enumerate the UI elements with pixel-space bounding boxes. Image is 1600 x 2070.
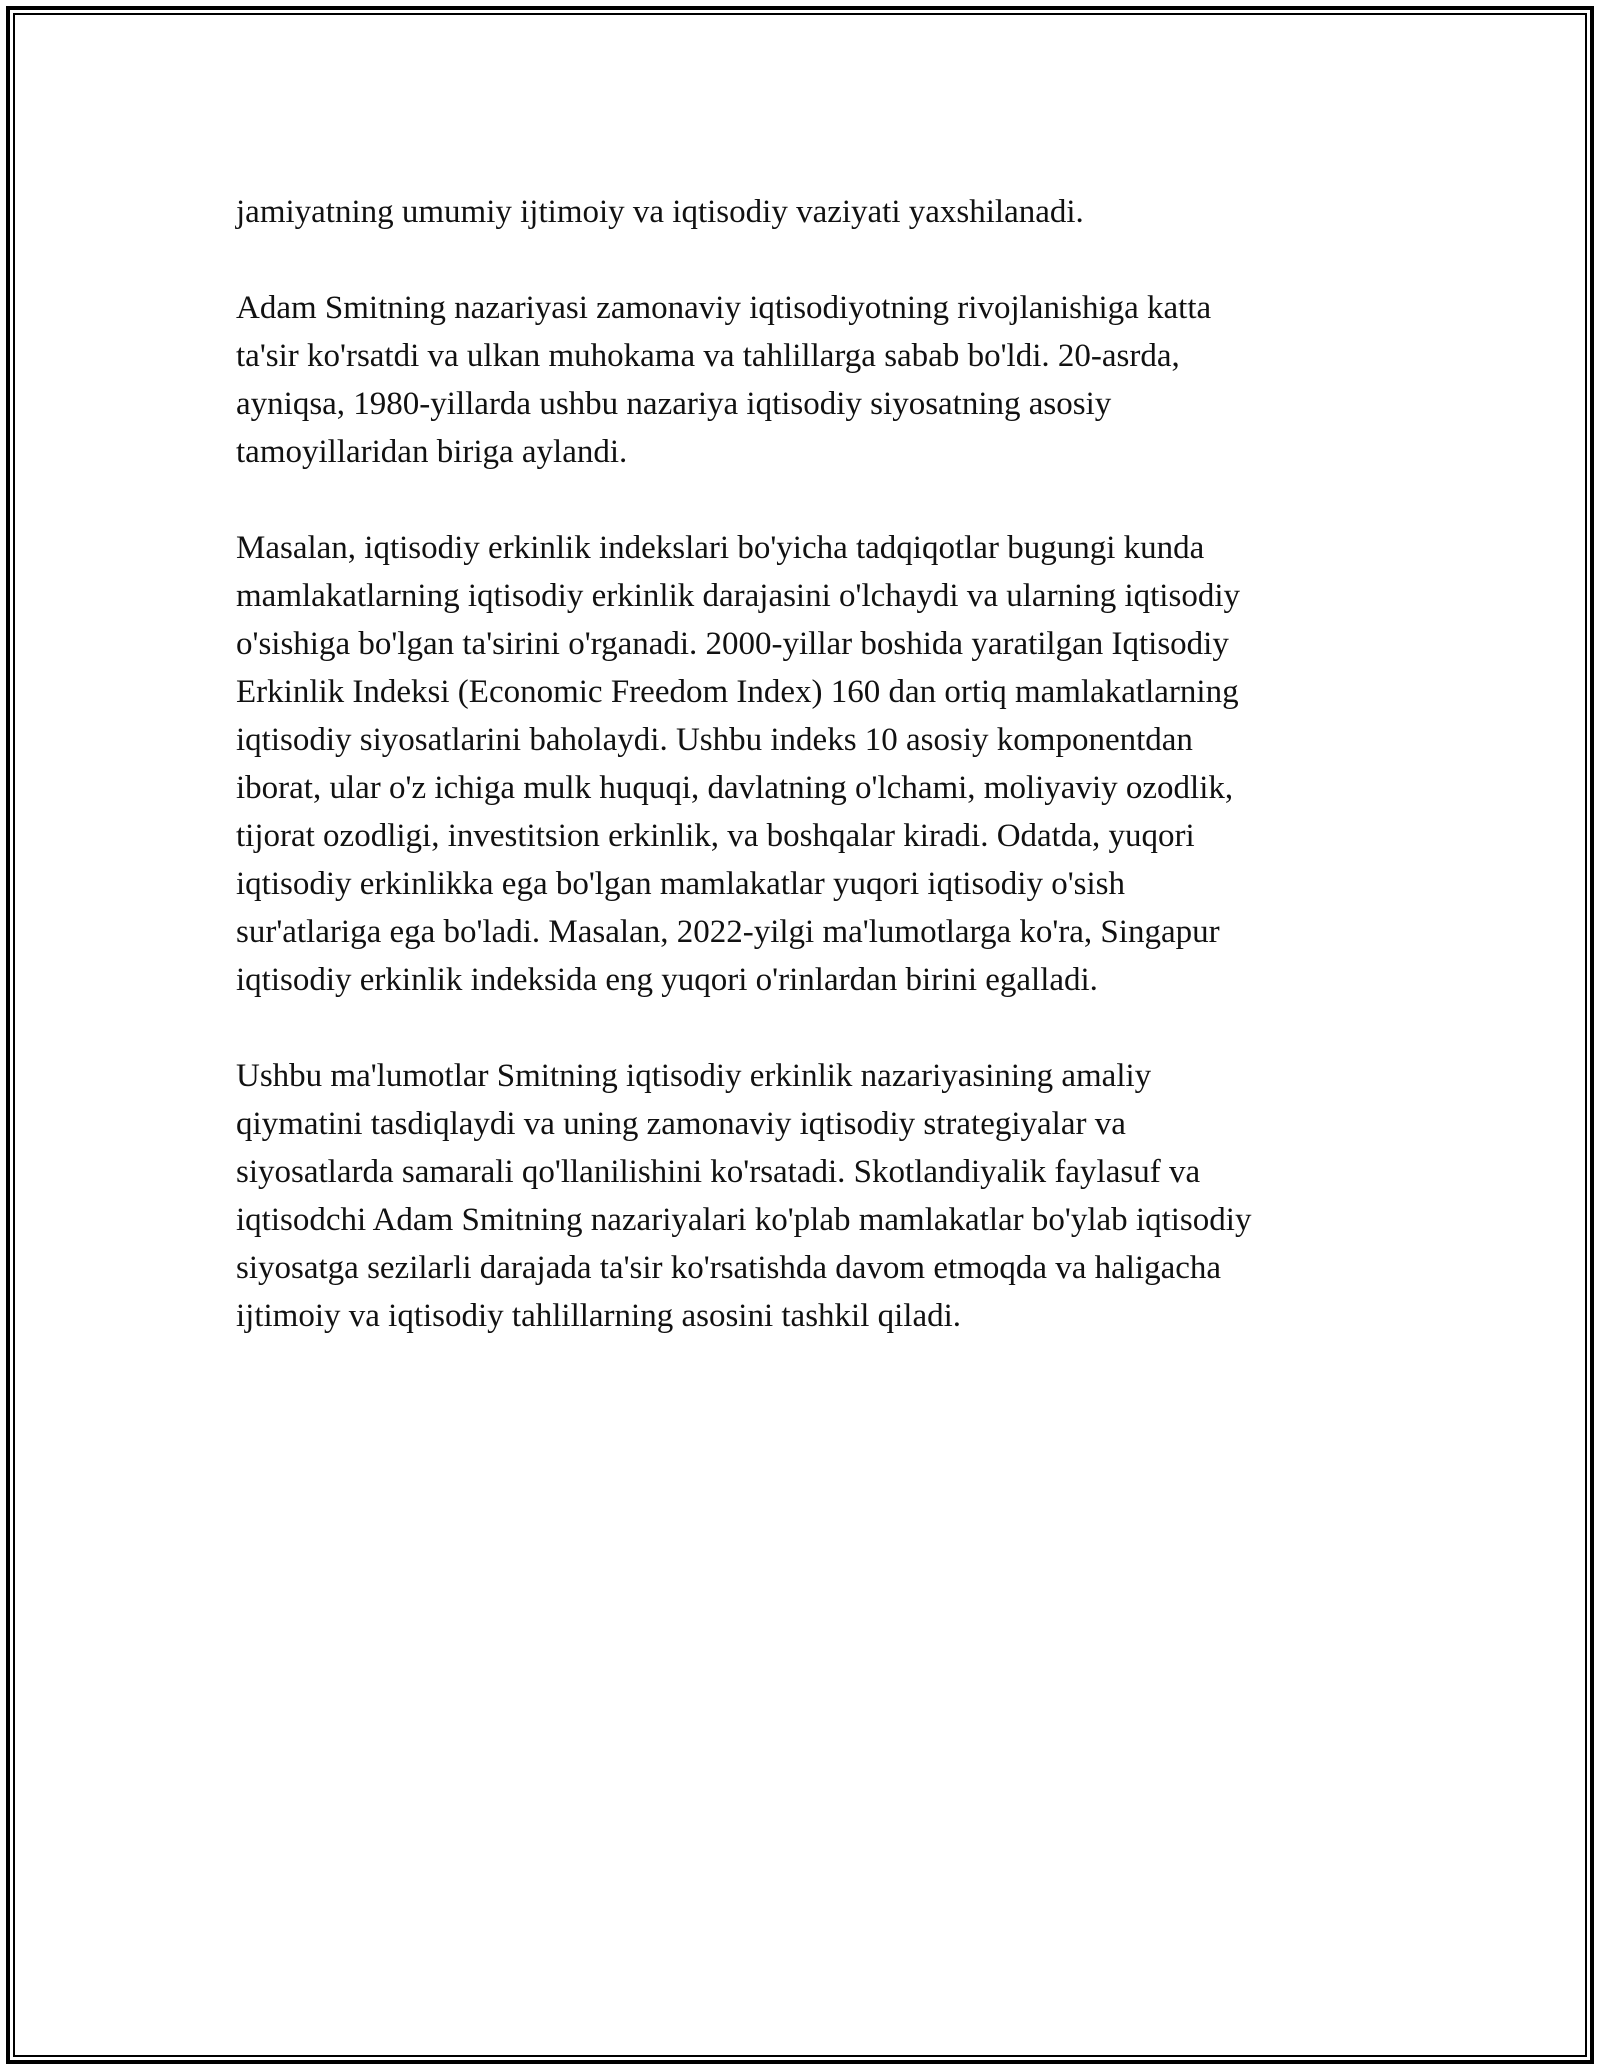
paragraph-3 [236, 524, 1376, 1004]
paragraph-2 [236, 284, 1376, 476]
text-line: tamoyillaridan biriga aylandi. [236, 434, 628, 470]
text-line: ta'sir ko'rsatdi va ulkan muhokama va tahlillarga sabab bo'ldi. 20-asrda, [236, 338, 1180, 374]
text-line: o'sishiga bo'lgan ta'sirini o'rganadi. 2000-yillar boshida yaratilgan Iqtisodiy [236, 626, 1229, 662]
text-line: tijorat ozodligi, investitsion erkinlik, va boshqalar kiradi. Odatda, yuqori [236, 818, 1195, 854]
text-line: mamlakatlarning iqtisodiy erkinlik darajasini o'lchaydi va ularning iqtisodiy [236, 578, 1240, 614]
text-line: Adam Smitning nazariyasi zamonaviy iqtisodiyotning rivojlanishiga katta [236, 290, 1212, 326]
text-line: sur'atlariga ega bo'ladi. Masalan, 2022-yilgi ma'lumotlarga ko'ra, Singapur [236, 914, 1220, 950]
text-line: siyosatga sezilarli darajada ta'sir ko'rsatishda davom etmoqda va haligacha [236, 1250, 1222, 1286]
text-line: iqtisodiy siyosatlarini baholaydi. Ushbu indeks 10 asosiy komponentdan [236, 722, 1193, 758]
text-line: iqtisodiy erkinlikka ega bo'lgan mamlakatlar yuqori iqtisodiy o'sish [236, 866, 1126, 902]
text-line: iqtisodchi Adam Smitning nazariyalari ko'plab mamlakatlar bo'ylab iqtisodiy [236, 1202, 1252, 1238]
paragraph-4 [236, 1052, 1376, 1340]
text-line: iborat, ular o'z ichiga mulk huquqi, davlatning o'lchami, moliyaviy ozodlik, [236, 770, 1234, 806]
text-line: qiymatini tasdiqlaydi va uning zamonaviy iqtisodiy strategiyalar va [236, 1106, 1126, 1142]
text-line: Erkinlik Indeksi (Economic Freedom Index) 160 dan ortiq mamlakatlarning [236, 674, 1239, 710]
text-line: Ushbu ma'lumotlar Smitning iqtisodiy erkinlik nazariyasining amaliy [236, 1058, 1152, 1094]
document-body [236, 188, 1376, 1388]
text-line: iqtisodiy erkinlik indeksida eng yuqori o'rinlardan birini egalladi. [236, 962, 1098, 998]
text-line: jamiyatning umumiy ijtimoiy va iqtisodiy vaziyati yaxshilanadi. [236, 194, 1084, 230]
text-line: siyosatlarda samarali qo'llanilishini ko'rsatadi. Skotlandiyalik faylasuf va [236, 1154, 1201, 1190]
text-line: ayniqsa, 1980-yillarda ushbu nazariya iqtisodiy siyosatning asosiy [236, 386, 1112, 422]
paragraph-1 [236, 188, 1376, 236]
text-line: ijtimoiy va iqtisodiy tahlillarning asosini tashkil qiladi. [236, 1298, 962, 1334]
text-line: Masalan, iqtisodiy erkinlik indekslari bo'yicha tadqiqotlar bugungi kunda [236, 530, 1205, 566]
